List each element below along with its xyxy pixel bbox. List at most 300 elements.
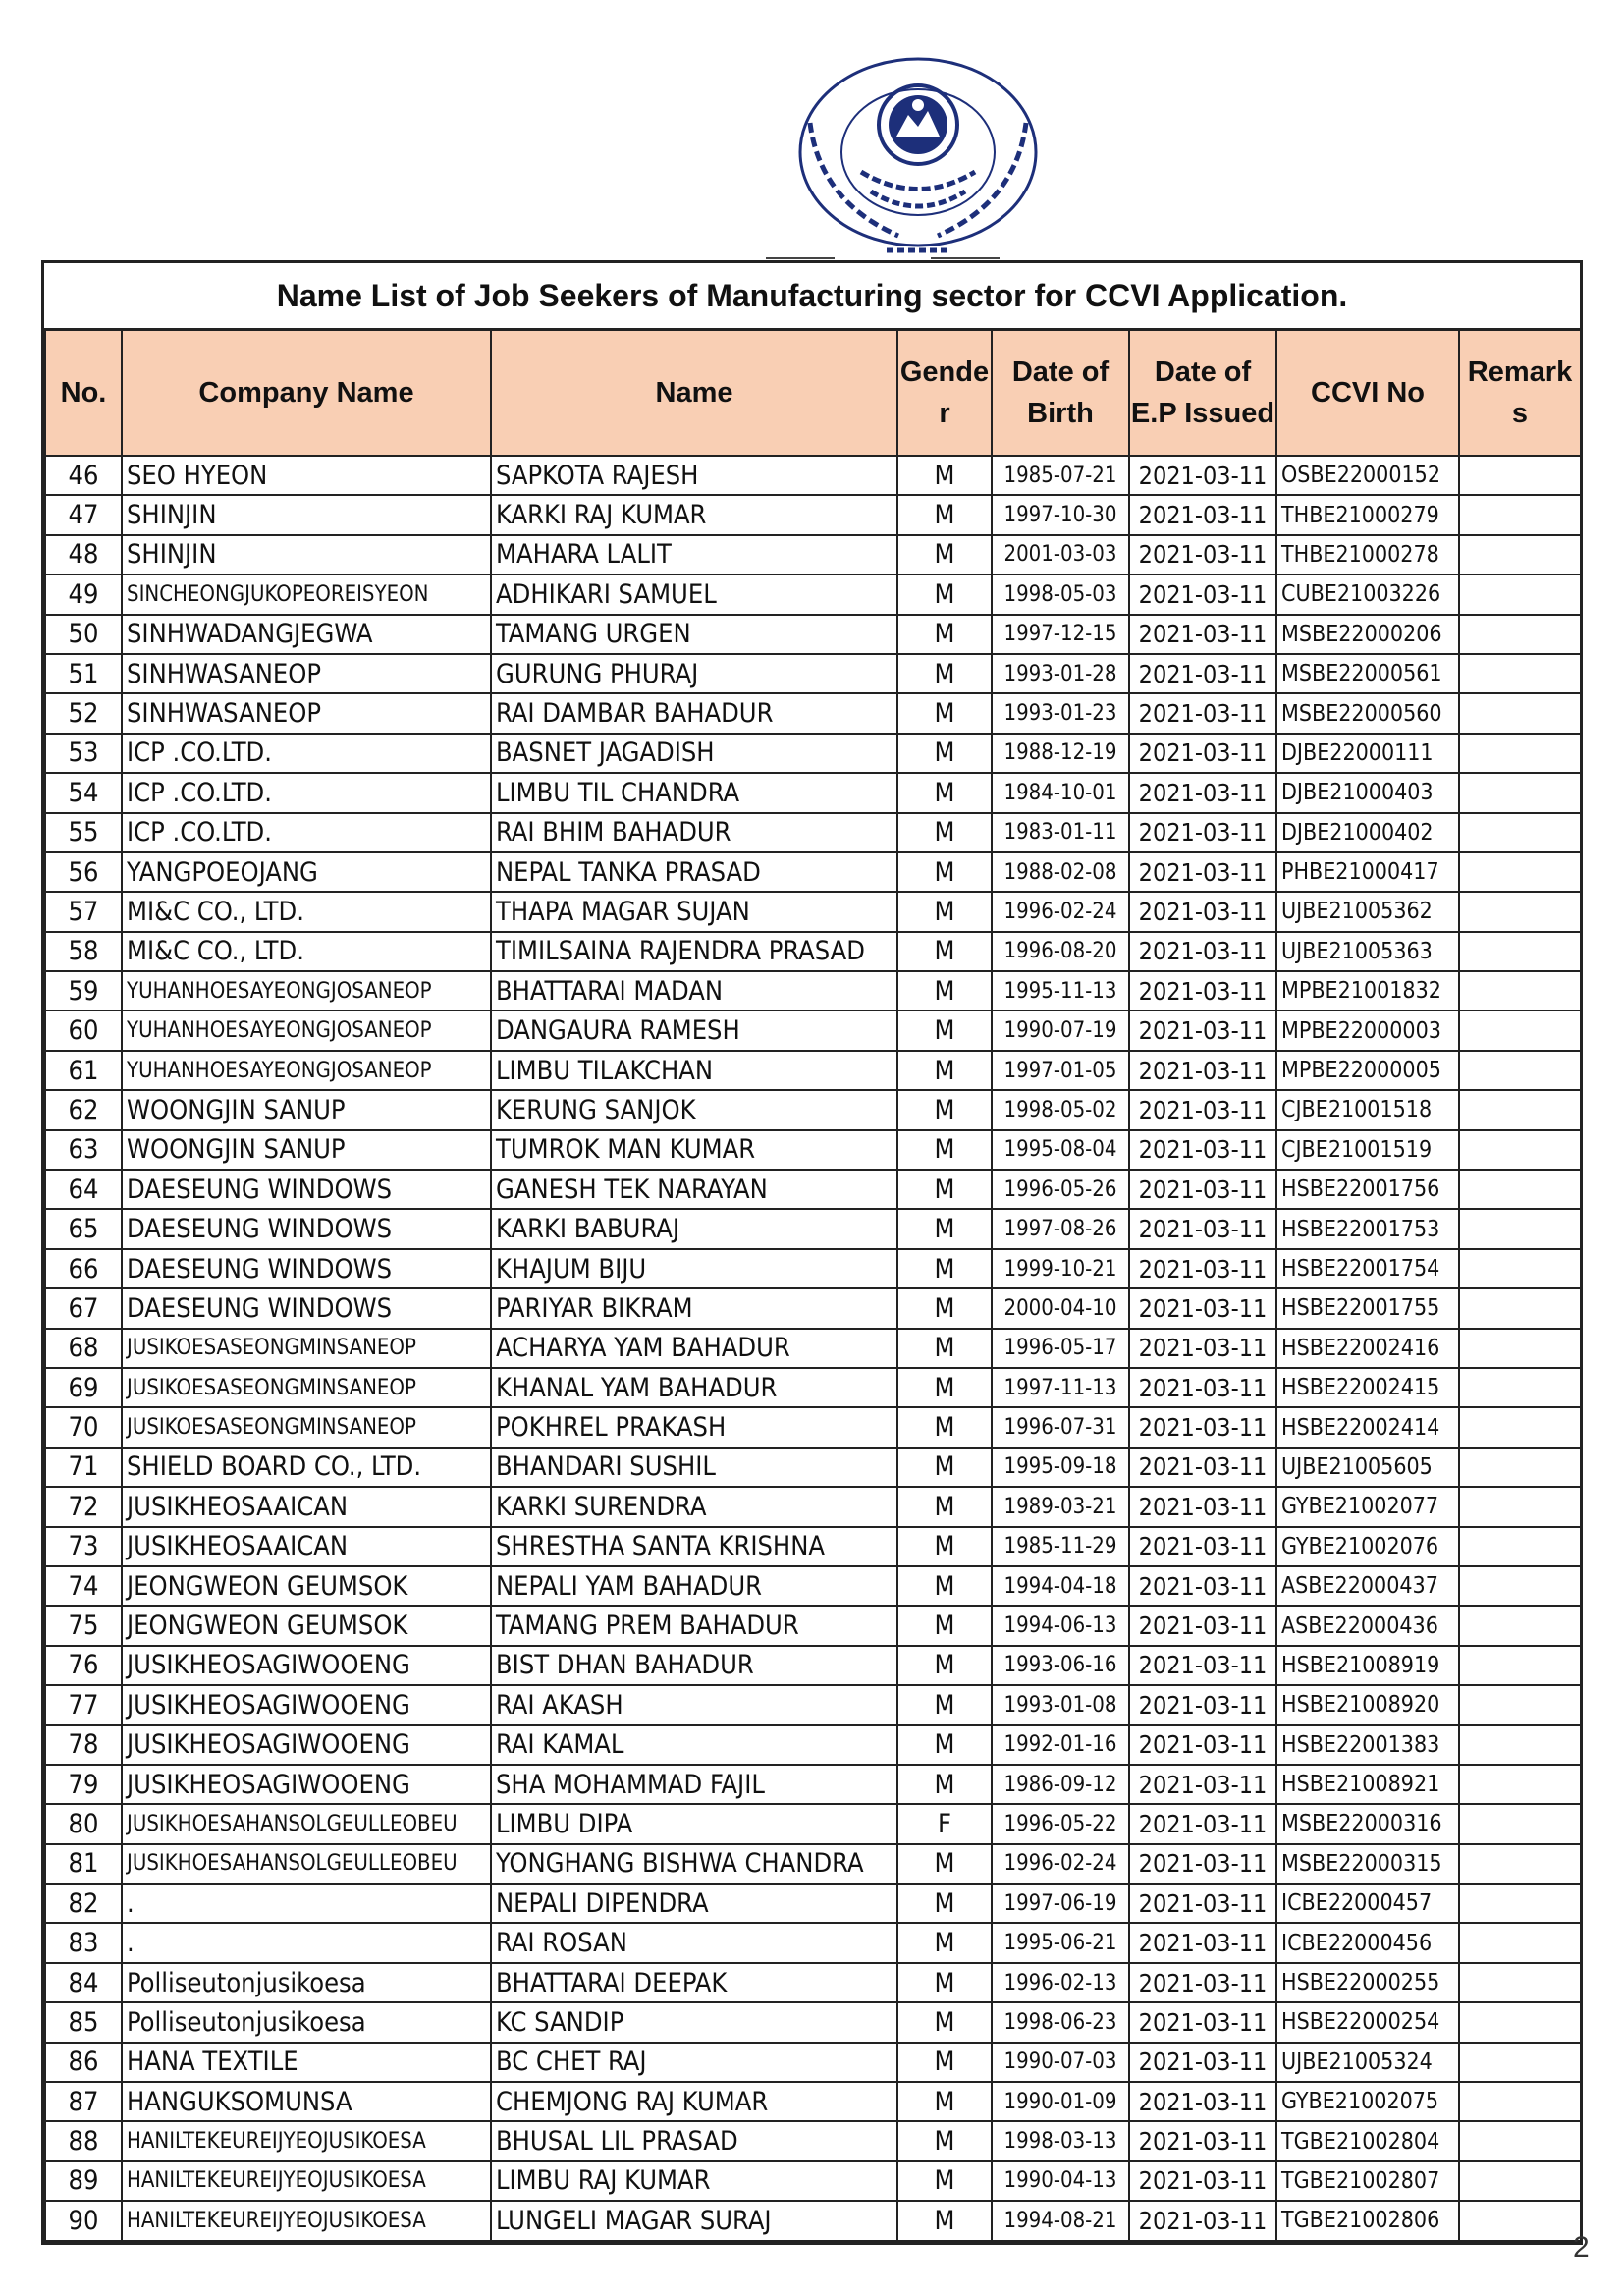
gender-cell: M	[897, 813, 992, 852]
date-of-birth-cell: 1995-08-04	[992, 1130, 1129, 1170]
date-of-birth-cell: 1994-08-21	[992, 2201, 1129, 2240]
company-name-cell: SINCHEONGJUKOPEOREISYEON	[122, 574, 491, 614]
government-seal	[781, 54, 1056, 265]
row-number-cell: 56	[45, 852, 122, 892]
worker-name-cell: BHUSAL LIL PRASAD	[491, 2121, 897, 2160]
date-of-birth-cell: 1997-11-13	[992, 1368, 1129, 1407]
gender-cell: M	[897, 1566, 992, 1606]
worker-name-cell: SAPKOTA RAJESH	[491, 456, 897, 495]
gender-cell: M	[897, 1170, 992, 1209]
company-name-cell: HANGUKSOMUNSA	[122, 2082, 491, 2121]
gender-cell: M	[897, 2201, 992, 2240]
company-name-cell: Polliseutonjusikoesa	[122, 1963, 491, 2002]
date-of-birth-cell: 1996-02-24	[992, 1844, 1129, 1884]
ep-issued-date-cell: 2021-03-11	[1129, 2002, 1276, 2042]
date-of-birth-cell: 1997-12-15	[992, 615, 1129, 654]
table-row	[45, 1844, 1581, 1884]
table-row	[45, 813, 1581, 852]
gender-cell: M	[897, 971, 992, 1011]
worker-name-cell: GANESH TEK NARAYAN	[491, 1170, 897, 1209]
worker-name-cell: BHATTARAI DEEPAK	[491, 1963, 897, 2002]
date-of-birth-cell: 1985-07-21	[992, 456, 1129, 495]
worker-name-cell: KARKI BABURAJ	[491, 1209, 897, 1248]
gender-cell: M	[897, 1646, 992, 1685]
date-of-birth-cell: 1990-07-03	[992, 2043, 1129, 2082]
ep-issued-date-cell: 2021-03-11	[1129, 574, 1276, 614]
ccvi-number-cell: CJBE21001519	[1276, 1130, 1459, 1170]
remarks-cell	[1459, 1566, 1581, 1606]
table-row	[45, 1646, 1581, 1685]
table-row	[45, 1090, 1581, 1129]
gender-cell: M	[897, 1923, 992, 1962]
remarks-cell	[1459, 2002, 1581, 2042]
remarks-cell	[1459, 1725, 1581, 1765]
gender-cell: M	[897, 1011, 992, 1050]
table-row	[45, 1209, 1581, 1248]
ep-issued-date-cell: 2021-03-11	[1129, 1685, 1276, 1724]
remarks-cell	[1459, 615, 1581, 654]
gender-cell: M	[897, 1844, 992, 1884]
date-of-birth-cell: 2000-04-10	[992, 1288, 1129, 1328]
ccvi-number-cell: ICBE22000456	[1276, 1923, 1459, 1962]
ep-issued-date-cell: 2021-03-11	[1129, 535, 1276, 574]
remarks-cell	[1459, 693, 1581, 733]
row-number-cell: 73	[45, 1527, 122, 1566]
company-name-cell: WOONGJIN SANUP	[122, 1130, 491, 1170]
ep-issued-date-cell: 2021-03-11	[1129, 1606, 1276, 1645]
table-row	[45, 2161, 1581, 2201]
company-name-cell: WOONGJIN SANUP	[122, 1090, 491, 1129]
signature-line-right	[931, 257, 1000, 259]
date-of-birth-cell: 1998-05-02	[992, 1090, 1129, 1129]
table-row	[45, 1884, 1581, 1923]
company-name-cell: HANILTEKEUREIJYEOJUSIKOESA	[122, 2121, 491, 2160]
date-of-birth-cell: 1989-03-21	[992, 1487, 1129, 1526]
worker-name-cell: TUMROK MAN KUMAR	[491, 1130, 897, 1170]
worker-name-cell: LIMBU TILAKCHAN	[491, 1051, 897, 1090]
ep-issued-date-cell: 2021-03-11	[1129, 1209, 1276, 1248]
company-name-cell: ICP .CO.LTD.	[122, 734, 491, 773]
company-name-cell: DAESEUNG WINDOWS	[122, 1288, 491, 1328]
worker-name-cell: KERUNG SANJOK	[491, 1090, 897, 1129]
ep-issued-date-cell: 2021-03-11	[1129, 892, 1276, 931]
table-row	[45, 495, 1581, 534]
ep-issued-date-cell: 2021-03-11	[1129, 773, 1276, 812]
company-name-cell: JUSIKOESASEONGMINSANEOP	[122, 1407, 491, 1447]
ep-issued-date-cell: 2021-03-11	[1129, 1963, 1276, 2002]
ep-issued-date-cell: 2021-03-11	[1129, 1527, 1276, 1566]
worker-name-cell: DANGAURA RAMESH	[491, 1011, 897, 1050]
company-name-cell: YUHANHOESAYEONGJOSANEOP	[122, 1051, 491, 1090]
date-of-birth-cell: 1996-07-31	[992, 1407, 1129, 1447]
gender-cell: M	[897, 1448, 992, 1487]
worker-name-cell: ADHIKARI SAMUEL	[491, 574, 897, 614]
worker-name-cell: PARIYAR BIKRAM	[491, 1288, 897, 1328]
ccvi-number-cell: DJBE21000403	[1276, 773, 1459, 812]
column-header-no: No.	[45, 331, 122, 456]
company-name-cell: YUHANHOESAYEONGJOSANEOP	[122, 971, 491, 1011]
date-of-birth-cell: 1996-02-13	[992, 1963, 1129, 2002]
table-row	[45, 1487, 1581, 1526]
company-name-cell: JUSIKHEOSAAICAN	[122, 1487, 491, 1526]
remarks-cell	[1459, 535, 1581, 574]
company-name-cell: .	[122, 1923, 491, 1962]
gender-cell: M	[897, 2082, 992, 2121]
company-name-cell: ICP .CO.LTD.	[122, 813, 491, 852]
gender-cell: M	[897, 1051, 992, 1090]
company-name-cell: JUSIKOESASEONGMINSANEOP	[122, 1368, 491, 1407]
date-of-birth-cell: 1995-09-18	[992, 1448, 1129, 1487]
date-of-birth-cell: 1996-05-26	[992, 1170, 1129, 1209]
company-name-cell: YUHANHOESAYEONGJOSANEOP	[122, 1011, 491, 1050]
ep-issued-date-cell: 2021-03-11	[1129, 1884, 1276, 1923]
company-name-cell: JUSIKHOESAHANSOLGEULLEOBEU	[122, 1844, 491, 1884]
worker-name-cell: CHEMJONG RAJ KUMAR	[491, 2082, 897, 2121]
company-name-cell: MI&C CO., LTD.	[122, 892, 491, 931]
worker-name-cell: BC CHET RAJ	[491, 2043, 897, 2082]
worker-name-cell: TAMANG URGEN	[491, 615, 897, 654]
gender-cell: M	[897, 535, 992, 574]
ccvi-number-cell: UJBE21005324	[1276, 2043, 1459, 2082]
worker-name-cell: RAI AKASH	[491, 1685, 897, 1724]
company-name-cell: JUSIKHEOSAAICAN	[122, 1527, 491, 1566]
table-row	[45, 1249, 1581, 1288]
remarks-cell	[1459, 1209, 1581, 1248]
table-row	[45, 654, 1581, 693]
table-row	[45, 1448, 1581, 1487]
job-seekers-list	[41, 260, 1583, 2245]
date-of-birth-cell: 1994-04-18	[992, 1566, 1129, 1606]
table-row	[45, 1804, 1581, 1843]
table-row	[45, 574, 1581, 614]
ccvi-number-cell: CUBE21003226	[1276, 574, 1459, 614]
row-number-cell: 59	[45, 971, 122, 1011]
row-number-cell: 62	[45, 1090, 122, 1129]
ccvi-number-cell: DJBE21000402	[1276, 813, 1459, 852]
row-number-cell: 64	[45, 1170, 122, 1209]
gender-cell: M	[897, 574, 992, 614]
job-seekers-table	[44, 331, 1582, 2242]
gender-cell: M	[897, 1527, 992, 1566]
gender-cell: M	[897, 2161, 992, 2201]
ccvi-number-cell: MPBE22000003	[1276, 1011, 1459, 1050]
date-of-birth-cell: 1996-05-17	[992, 1329, 1129, 1368]
ccvi-number-cell: MSBE22000560	[1276, 693, 1459, 733]
company-name-cell: .	[122, 1884, 491, 1923]
gender-cell: M	[897, 1090, 992, 1129]
column-header-gender: Gender	[897, 331, 992, 456]
ccvi-number-cell: MSBE22000315	[1276, 1844, 1459, 1884]
row-number-cell: 70	[45, 1407, 122, 1447]
gender-cell: M	[897, 852, 992, 892]
date-of-birth-cell: 1993-01-08	[992, 1685, 1129, 1724]
gender-cell: M	[897, 495, 992, 534]
remarks-cell	[1459, 773, 1581, 812]
company-name-cell: JUSIKHOESAHANSOLGEULLEOBEU	[122, 1804, 491, 1843]
row-number-cell: 83	[45, 1923, 122, 1962]
company-name-cell: YANGPOEOJANG	[122, 852, 491, 892]
worker-name-cell: SHRESTHA SANTA KRISHNA	[491, 1527, 897, 1566]
company-name-cell: SINHWASANEOP	[122, 654, 491, 693]
date-of-birth-cell: 1998-06-23	[992, 2002, 1129, 2042]
ccvi-number-cell: TGBE21002806	[1276, 2201, 1459, 2240]
row-number-cell: 84	[45, 1963, 122, 2002]
date-of-birth-cell: 1997-06-19	[992, 1884, 1129, 1923]
date-of-birth-cell: 1996-02-24	[992, 892, 1129, 931]
remarks-cell	[1459, 1685, 1581, 1724]
row-number-cell: 66	[45, 1249, 122, 1288]
remarks-cell	[1459, 654, 1581, 693]
company-name-cell: JEONGWEON GEUMSOK	[122, 1566, 491, 1606]
column-header-name: Name	[491, 331, 897, 456]
remarks-cell	[1459, 1407, 1581, 1447]
gender-cell: M	[897, 1884, 992, 1923]
table-row	[45, 1407, 1581, 1447]
worker-name-cell: RAI BHIM BAHADUR	[491, 813, 897, 852]
company-name-cell: SHINJIN	[122, 495, 491, 534]
company-name-cell: SHIELD BOARD CO., LTD.	[122, 1448, 491, 1487]
ep-issued-date-cell: 2021-03-11	[1129, 2201, 1276, 2240]
ep-issued-date-cell: 2021-03-11	[1129, 1448, 1276, 1487]
company-name-cell: ICP .CO.LTD.	[122, 773, 491, 812]
row-number-cell: 80	[45, 1804, 122, 1843]
ccvi-number-cell: HSBE21008919	[1276, 1646, 1459, 1685]
gender-cell: M	[897, 1487, 992, 1526]
gender-cell: M	[897, 1685, 992, 1724]
remarks-cell	[1459, 1051, 1581, 1090]
date-of-birth-cell: 1983-01-11	[992, 813, 1129, 852]
ccvi-number-cell: UJBE21005362	[1276, 892, 1459, 931]
table-row	[45, 615, 1581, 654]
gender-cell: M	[897, 734, 992, 773]
gender-cell: M	[897, 1288, 992, 1328]
table-header-row	[45, 331, 1581, 456]
remarks-cell	[1459, 1884, 1581, 1923]
company-name-cell: DAESEUNG WINDOWS	[122, 1209, 491, 1248]
remarks-cell	[1459, 2161, 1581, 2201]
ccvi-number-cell: HSBE22001756	[1276, 1170, 1459, 1209]
gender-cell: M	[897, 1606, 992, 1645]
ccvi-number-cell: ASBE22000436	[1276, 1606, 1459, 1645]
row-number-cell: 72	[45, 1487, 122, 1526]
row-number-cell: 75	[45, 1606, 122, 1645]
table-row	[45, 734, 1581, 773]
ccvi-number-cell: ICBE22000457	[1276, 1884, 1459, 1923]
row-number-cell: 85	[45, 2002, 122, 2042]
ep-issued-date-cell: 2021-03-11	[1129, 495, 1276, 534]
table-row	[45, 2201, 1581, 2240]
remarks-cell	[1459, 1448, 1581, 1487]
date-of-birth-cell: 1994-06-13	[992, 1606, 1129, 1645]
ccvi-number-cell: OSBE22000152	[1276, 456, 1459, 495]
table-row	[45, 1685, 1581, 1724]
table-row	[45, 693, 1581, 733]
ep-issued-date-cell: 2021-03-11	[1129, 2161, 1276, 2201]
date-of-birth-cell: 1986-09-12	[992, 1765, 1129, 1804]
row-number-cell: 47	[45, 495, 122, 534]
date-of-birth-cell: 2001-03-03	[992, 535, 1129, 574]
remarks-cell	[1459, 932, 1581, 971]
row-number-cell: 63	[45, 1130, 122, 1170]
table-row	[45, 932, 1581, 971]
ep-issued-date-cell: 2021-03-11	[1129, 1249, 1276, 1288]
table-row	[45, 852, 1581, 892]
company-name-cell: DAESEUNG WINDOWS	[122, 1249, 491, 1288]
ep-issued-date-cell: 2021-03-11	[1129, 2082, 1276, 2121]
company-name-cell: JUSIKHEOSAGIWOOENG	[122, 1725, 491, 1765]
gender-cell: M	[897, 1765, 992, 1804]
ccvi-number-cell: THBE21000279	[1276, 495, 1459, 534]
date-of-birth-cell: 1992-01-16	[992, 1725, 1129, 1765]
worker-name-cell: THAPA MAGAR SUJAN	[491, 892, 897, 931]
date-of-birth-cell: 1998-03-13	[992, 2121, 1129, 2160]
ep-issued-date-cell: 2021-03-11	[1129, 2121, 1276, 2160]
remarks-cell	[1459, 1487, 1581, 1526]
remarks-cell	[1459, 1527, 1581, 1566]
row-number-cell: 57	[45, 892, 122, 931]
gender-cell: M	[897, 1368, 992, 1407]
row-number-cell: 53	[45, 734, 122, 773]
table-row	[45, 2002, 1581, 2042]
date-of-birth-cell: 1984-10-01	[992, 773, 1129, 812]
worker-name-cell: NEPALI DIPENDRA	[491, 1884, 897, 1923]
ep-issued-date-cell: 2021-03-11	[1129, 1725, 1276, 1765]
row-number-cell: 76	[45, 1646, 122, 1685]
ep-issued-date-cell: 2021-03-11	[1129, 456, 1276, 495]
ep-issued-date-cell: 2021-03-11	[1129, 1051, 1276, 1090]
row-number-cell: 61	[45, 1051, 122, 1090]
ccvi-number-cell: PHBE21000417	[1276, 852, 1459, 892]
row-number-cell: 89	[45, 2161, 122, 2201]
ccvi-number-cell: ASBE22000437	[1276, 1566, 1459, 1606]
table-row	[45, 456, 1581, 495]
document-title: Name List of Job Seekers of Manufacturing sector for CCVI Application.	[44, 263, 1580, 331]
gender-cell: M	[897, 773, 992, 812]
row-number-cell: 71	[45, 1448, 122, 1487]
gender-cell: M	[897, 892, 992, 931]
ccvi-number-cell: HSBE22001753	[1276, 1209, 1459, 1248]
row-number-cell: 79	[45, 1765, 122, 1804]
worker-name-cell: NEPAL TANKA PRASAD	[491, 852, 897, 892]
ep-issued-date-cell: 2021-03-11	[1129, 1090, 1276, 1129]
gender-cell: F	[897, 1804, 992, 1843]
worker-name-cell: RAI ROSAN	[491, 1923, 897, 1962]
date-of-birth-cell: 1988-12-19	[992, 734, 1129, 773]
worker-name-cell: LUNGELI MAGAR SURAJ	[491, 2201, 897, 2240]
row-number-cell: 90	[45, 2201, 122, 2240]
worker-name-cell: POKHREL PRAKASH	[491, 1407, 897, 1447]
ep-issued-date-cell: 2021-03-11	[1129, 734, 1276, 773]
ep-issued-date-cell: 2021-03-11	[1129, 1130, 1276, 1170]
remarks-cell	[1459, 2121, 1581, 2160]
row-number-cell: 46	[45, 456, 122, 495]
row-number-cell: 69	[45, 1368, 122, 1407]
remarks-cell	[1459, 1090, 1581, 1129]
remarks-cell	[1459, 1368, 1581, 1407]
gender-cell: M	[897, 932, 992, 971]
table-row	[45, 892, 1581, 931]
remarks-cell	[1459, 1963, 1581, 2002]
table-row	[45, 1368, 1581, 1407]
company-name-cell: SINHWASANEOP	[122, 693, 491, 733]
remarks-cell	[1459, 1288, 1581, 1328]
gender-cell: M	[897, 2043, 992, 2082]
table-row	[45, 1963, 1581, 2002]
ccvi-number-cell: HSBE22001754	[1276, 1249, 1459, 1288]
date-of-birth-cell: 1995-11-13	[992, 971, 1129, 1011]
gender-cell: M	[897, 615, 992, 654]
worker-name-cell: YONGHANG BISHWA CHANDRA	[491, 1844, 897, 1884]
ccvi-number-cell: MPBE21001832	[1276, 971, 1459, 1011]
remarks-cell	[1459, 813, 1581, 852]
worker-name-cell: GURUNG PHURAJ	[491, 654, 897, 693]
ep-issued-date-cell: 2021-03-11	[1129, 654, 1276, 693]
company-name-cell: HANILTEKEUREIJYEOJUSIKOESA	[122, 2161, 491, 2201]
gender-cell: M	[897, 2002, 992, 2042]
ccvi-number-cell: GYBE21002077	[1276, 1487, 1459, 1526]
ep-issued-date-cell: 2021-03-11	[1129, 1487, 1276, 1526]
company-name-cell: MI&C CO., LTD.	[122, 932, 491, 971]
gender-cell: M	[897, 654, 992, 693]
row-number-cell: 74	[45, 1566, 122, 1606]
ccvi-number-cell: HSBE22002416	[1276, 1329, 1459, 1368]
worker-name-cell: KARKI RAJ KUMAR	[491, 495, 897, 534]
ep-issued-date-cell: 2021-03-11	[1129, 1170, 1276, 1209]
date-of-birth-cell: 1998-05-03	[992, 574, 1129, 614]
ccvi-number-cell: HSBE22002415	[1276, 1368, 1459, 1407]
ep-issued-date-cell: 2021-03-11	[1129, 1011, 1276, 1050]
company-name-cell: DAESEUNG WINDOWS	[122, 1170, 491, 1209]
ccvi-number-cell: HSBE21008921	[1276, 1765, 1459, 1804]
ccvi-number-cell: UJBE21005605	[1276, 1448, 1459, 1487]
worker-name-cell: RAI DAMBAR BAHADUR	[491, 693, 897, 733]
remarks-cell	[1459, 1844, 1581, 1884]
ccvi-number-cell: TGBE21002804	[1276, 2121, 1459, 2160]
ccvi-number-cell: CJBE21001518	[1276, 1090, 1459, 1129]
worker-name-cell: LIMBU RAJ KUMAR	[491, 2161, 897, 2201]
table-row	[45, 1725, 1581, 1765]
ccvi-number-cell: DJBE22000111	[1276, 734, 1459, 773]
company-name-cell: JUSIKHEOSAGIWOOENG	[122, 1646, 491, 1685]
column-header-remarks: Remarks	[1459, 331, 1581, 456]
worker-name-cell: LIMBU TIL CHANDRA	[491, 773, 897, 812]
table-row	[45, 1765, 1581, 1804]
column-header-ep-issued: Date of E.P Issued	[1129, 331, 1276, 456]
gender-cell: M	[897, 1130, 992, 1170]
remarks-cell	[1459, 852, 1581, 892]
worker-name-cell: BHANDARI SUSHIL	[491, 1448, 897, 1487]
row-number-cell: 52	[45, 693, 122, 733]
date-of-birth-cell: 1993-06-16	[992, 1646, 1129, 1685]
ep-issued-date-cell: 2021-03-11	[1129, 971, 1276, 1011]
row-number-cell: 54	[45, 773, 122, 812]
ep-issued-date-cell: 2021-03-11	[1129, 1368, 1276, 1407]
worker-name-cell: BHATTARAI MADAN	[491, 971, 897, 1011]
remarks-cell	[1459, 1765, 1581, 1804]
ccvi-number-cell: HSBE22000255	[1276, 1963, 1459, 2002]
remarks-cell	[1459, 1170, 1581, 1209]
remarks-cell	[1459, 1011, 1581, 1050]
worker-name-cell: KC SANDIP	[491, 2002, 897, 2042]
ccvi-number-cell: HSBE21008920	[1276, 1685, 1459, 1724]
remarks-cell	[1459, 495, 1581, 534]
row-number-cell: 49	[45, 574, 122, 614]
ep-issued-date-cell: 2021-03-11	[1129, 615, 1276, 654]
table-row	[45, 1527, 1581, 1566]
ep-issued-date-cell: 2021-03-11	[1129, 1844, 1276, 1884]
remarks-cell	[1459, 734, 1581, 773]
date-of-birth-cell: 1996-08-20	[992, 932, 1129, 971]
